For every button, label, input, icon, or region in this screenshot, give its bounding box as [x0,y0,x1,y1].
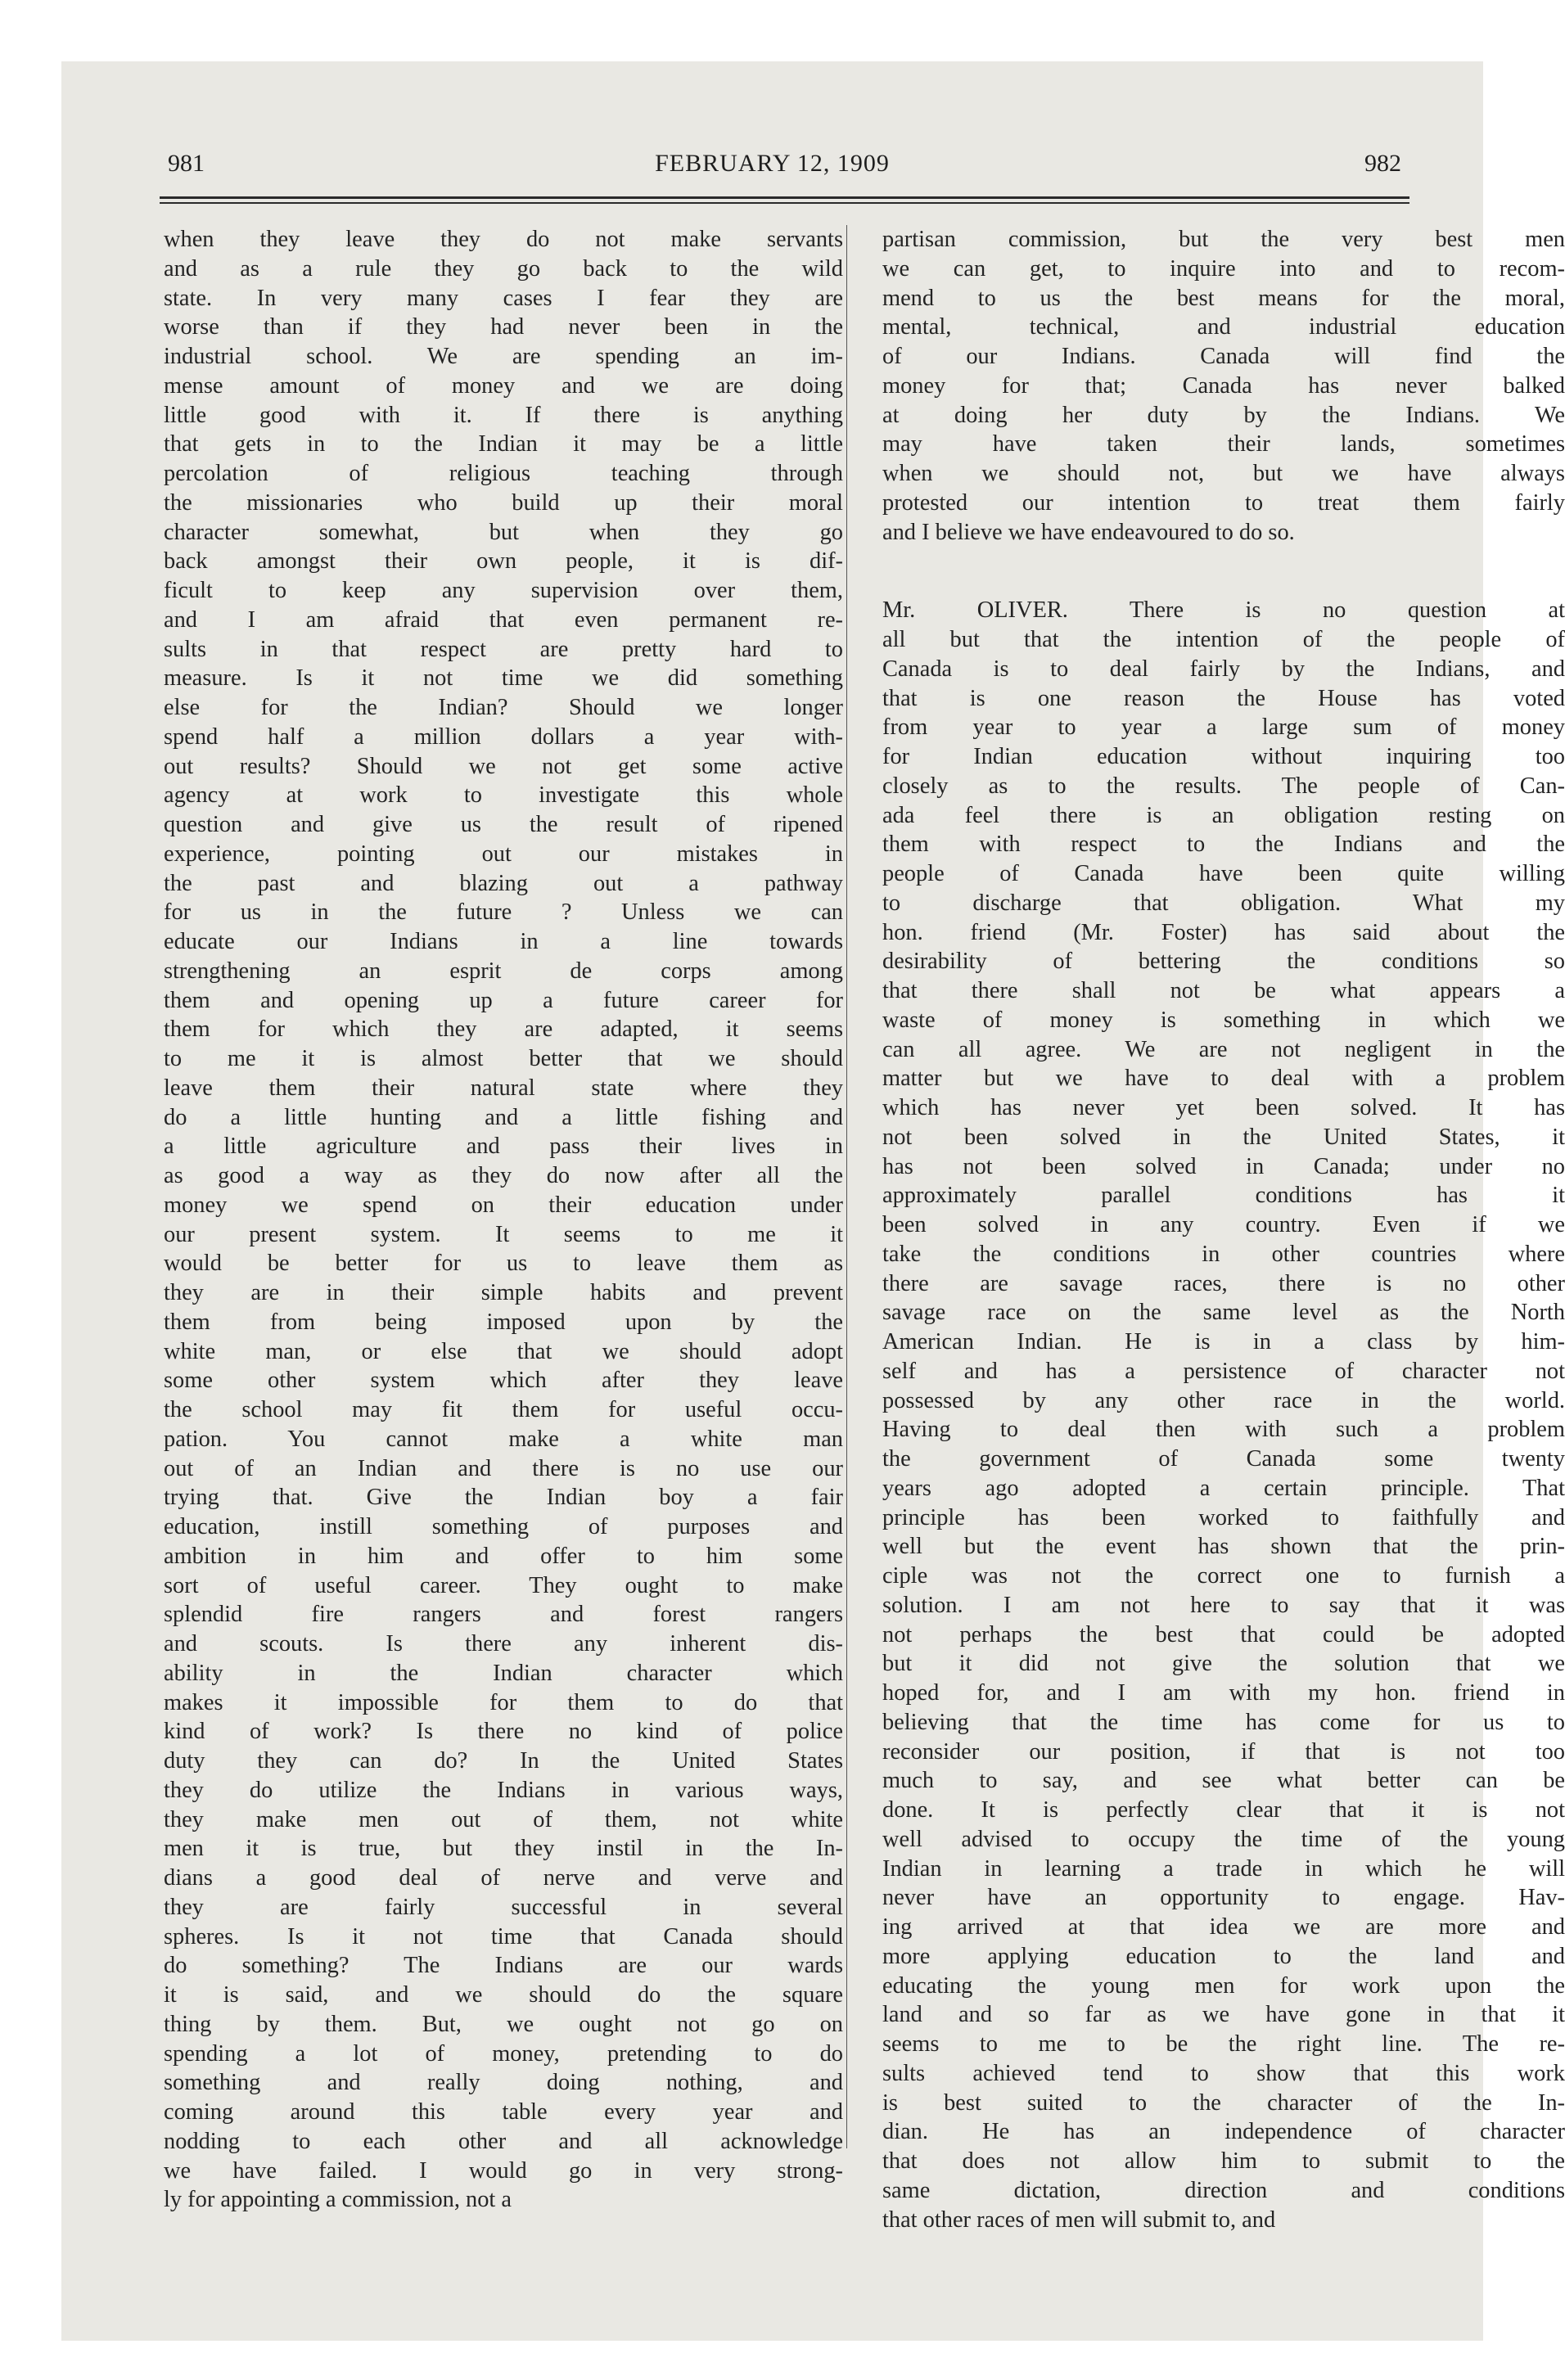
text-line: kind of work? Is there no kind of police [164,1719,843,1745]
text-line: agency at work to investigate this whole [164,782,843,809]
text-line: take the conditions in other countries where [882,1241,1565,1267]
text-line: to me it is almost better that we should [164,1046,843,1071]
text-line: a little agriculture and pass their lives in [164,1134,843,1160]
text-line: hon. friend (Mr. Foster) has said about the [882,919,1565,945]
paragraph-gap [882,547,1565,596]
text-line: percolation of religious teaching through [164,461,843,486]
text-line: would be better for us to leave them as [164,1251,843,1277]
text-line: all but that the intention of the people of [882,627,1565,652]
text-line: solution. I am not here to say that it was [882,1592,1565,1618]
text-line: educate our Indians in a line towards [164,929,843,954]
text-line: when they leave they do not make servants [164,227,843,252]
text-line: matter but we have to deal with a problem [882,1066,1565,1092]
page-header [61,135,1483,184]
text-line: that is one reason the House has voted [882,685,1565,711]
text-line: dians a good deal of nerve and verve and [164,1865,843,1891]
text-line: land and so far as we have gone in that it [882,2002,1565,2028]
text-line: as good a way as they do now after all the [164,1163,843,1188]
text-line: people of Canada have been quite willing [882,861,1565,886]
text-line: which has never yet been solved. It has [882,1095,1565,1120]
text-line: to discharge that obligation. What my [882,890,1565,916]
page-number-right: 982 [1364,150,1401,177]
text-line: believing that the time has come for us to [882,1709,1565,1735]
text-line: that does not allow him to submit to the [882,2148,1565,2174]
text-line: they are fairly successful in several [164,1894,843,1920]
text-line: educating the young men for work upon the [882,1972,1565,1999]
text-line: do a little hunting and a little fishing and [164,1104,843,1130]
text-line: them from being imposed upon by the [164,1309,843,1335]
text-line: the missionaries who build up their moral [164,489,843,516]
text-line: we have failed. I would go in very strong- [164,2157,843,2184]
text-line: waste of money is something in which we [882,1007,1565,1033]
text-line: they make men out of them, not white [164,1806,843,1832]
text-line: leave them their natural state where they [164,1075,843,1101]
text-line: do something? The Indians are our wards [164,1953,843,1979]
text-line: industrial school. We are spending an im- [164,344,843,369]
text-line: education, instill something of purposes and [164,1514,843,1539]
text-line: closely as to the results. The people of Can- [882,773,1565,799]
text-line: question and give us the result of ripened [164,812,843,837]
text-line: ability in the Indian character which [164,1660,843,1686]
text-line: back amongst their own people, it is dif- [164,548,843,575]
header-rule-top [160,196,1409,199]
text-line: is best suited to the character of the In- [882,2089,1565,2116]
text-line: American Indian. He is in a class by him- [882,1329,1565,1355]
page-date: FEBRUARY 12, 1909 [655,150,890,177]
text-line: our present system. It seems to me it [164,1221,843,1247]
text-line: and as a rule they go back to the wild [164,255,843,282]
text-line: from year to year a large sum of money [882,714,1565,741]
text-line: self and has a persistence of character not [882,1358,1565,1384]
text-line: sort of useful career. They ought to make [164,1572,843,1598]
text-line: pation. You cannot make a white man [164,1426,843,1452]
text-line: out of an Indian and there is no use our [164,1455,843,1481]
text-line: of our Indians. Canada will find the [882,344,1565,369]
text-line: little good with it. If there is anything [164,402,843,428]
text-line: money we spend on their education under [164,1192,843,1218]
text-line: they do utilize the Indians in various ways, [164,1777,843,1803]
text-line: state. In very many cases I fear they are [164,285,843,311]
column-divider [846,225,847,2148]
text-line: them with respect to the Indians and the [882,832,1565,858]
text-line: ciple was not the correct one to furnish a [882,1563,1565,1589]
text-line: Having to deal then with such a problem [882,1417,1565,1443]
text-line: desirability of bettering the conditions so [882,949,1565,975]
text-line: money for that; Canada has never balked [882,372,1565,399]
text-line: sults achieved tend to show that this work [882,2060,1565,2086]
text-line: and I am afraid that even permanent re- [164,606,843,633]
text-line: spend half a million dollars a year with- [164,723,843,750]
scanned-page [61,61,1565,2341]
text-line: them and opening up a future career for [164,987,843,1013]
text-line: dian. He has an independence of character [882,2119,1565,2145]
text-line: that other races of men will submit to, and [882,2206,1276,2233]
header-rule-bottom [160,202,1409,204]
text-line: splendid fire rangers and forest rangers [164,1602,843,1628]
text-line: seems to me to be the right line. The re- [882,2031,1565,2057]
text-line: and scouts. Is there any inherent dis- [164,1631,843,1657]
text-line: mental, technical, and industrial education [882,314,1565,340]
text-line: principle has been worked to faithfully and [882,1504,1565,1530]
text-line: else for the Indian? Should we longer [164,695,843,720]
text-line: for Indian education without inquiring too [882,744,1565,769]
text-line: years ago adopted a certain principle. That [882,1475,1565,1501]
text-line: out results? Should we not get some active [164,753,843,779]
text-line: reconsider our position, if that is not too [882,1738,1565,1765]
text-line: not perhaps the best that could be adopted [882,1621,1565,1648]
text-line: coming around this table every year and [164,2099,843,2125]
text-line: when we should not, but we have always [882,461,1565,486]
text-line: them for which they are adapted, it seems [164,1016,843,1043]
text-line: sults in that respect are pretty hard to [164,636,843,662]
text-line: but it did not give the solution that we [882,1651,1565,1677]
text-line: done. It is perfectly clear that it is not [882,1797,1565,1823]
page-number-left: 981 [168,150,205,177]
text-line: hoped for, and I am with my hon. friend in [882,1680,1565,1706]
text-line: measure. Is it not time we did something [164,665,843,692]
text-line: white man, or else that we should adopt [164,1338,843,1364]
text-line: it is said, and we should do the square [164,1982,843,2008]
text-line: worse than if they had never been in the [164,314,843,340]
text-line: we can get, to inquire into and to recom- [882,255,1565,282]
left-column [164,225,843,2215]
text-line: spheres. Is it not time that Canada should [164,1923,843,1950]
text-line: duty they can do? In the United States [164,1748,843,1774]
text-line: may have taken their lands, sometimes [882,431,1565,458]
text-line: well but the event has shown that the prin- [882,1534,1565,1560]
text-line: protested our intention to treat them fairly [882,489,1565,516]
text-line: at doing her duty by the Indians. We [882,402,1565,428]
text-line: some other system which after they leave [164,1368,843,1394]
text-line: the school may fit them for useful occu- [164,1397,843,1422]
text-line: the government of Canada some twenty [882,1446,1565,1472]
text-line: well advised to occupy the time of the young [882,1826,1565,1852]
text-line: ficult to keep any supervision over them, [164,578,843,603]
text-line: ada feel there is an obligation resting on [882,802,1565,828]
text-line: partisan commission, but the very best men [882,227,1565,252]
text-line: Mr. OLIVER. There is no question at [882,597,1565,624]
text-line: not been solved in the United States, it [882,1124,1565,1150]
text-line: thing by them. But, we ought not go on [164,2011,843,2037]
text-line: possessed by any other race in the world. [882,1387,1565,1413]
text-line: ing arrived at that idea we are more and [882,1914,1565,1940]
text-line: the past and blazing out a pathway [164,870,843,896]
text-line: approximately parallel conditions has it [882,1183,1565,1209]
right-column [882,225,1565,2234]
text-line: can all agree. We are not negligent in the [882,1036,1565,1062]
text-line: been solved in any country. Even if we [882,1212,1565,1237]
text-line: spending a lot of money, pretending to do [164,2040,843,2067]
text-line: character somewhat, but when they go [164,519,843,545]
text-line: nodding to each other and all acknowledge [164,2128,843,2154]
text-line: more applying education to the land and [882,1943,1565,1969]
text-line: Indian in learning a trade in which he will [882,1855,1565,1882]
text-line: they are in their simple habits and prevent [164,1280,843,1305]
text-line: savage race on the same level as the North [882,1300,1565,1326]
text-line: Canada is to deal fairly by the Indians, and [882,656,1565,682]
text-line: and I believe we have endeavoured to do so. [882,519,1295,545]
text-line: for us in the future ? Unless we can [164,899,843,926]
text-line: makes it impossible for them to do that [164,1689,843,1715]
text-line: there are savage races, there is no other [882,1270,1565,1296]
text-line: same dictation, direction and conditions [882,2177,1565,2203]
text-line: ly for appointing a commission, not a [164,2187,512,2213]
text-line: that there shall not be what appears a [882,978,1565,1003]
text-line: much to say, and see what better can be [882,1768,1565,1794]
text-line: experience, pointing out our mistakes in [164,841,843,867]
text-line: that gets in to the Indian it may be a little [164,431,843,458]
text-line: mense amount of money and we are doing [164,372,843,399]
text-line: something and really doing nothing, and [164,2070,843,2096]
text-line: ambition in him and offer to him some [164,1543,843,1569]
text-line: strengthening an esprit de corps among [164,958,843,984]
text-line: trying that. Give the Indian boy a fair [164,1485,843,1511]
text-line: mend to us the best means for the moral, [882,285,1565,311]
text-line: has not been solved in Canada; under no [882,1153,1565,1179]
text-line: men it is true, but they instil in the In- [164,1836,843,1862]
text-line: never have an opportunity to engage. Hav- [882,1885,1565,1911]
